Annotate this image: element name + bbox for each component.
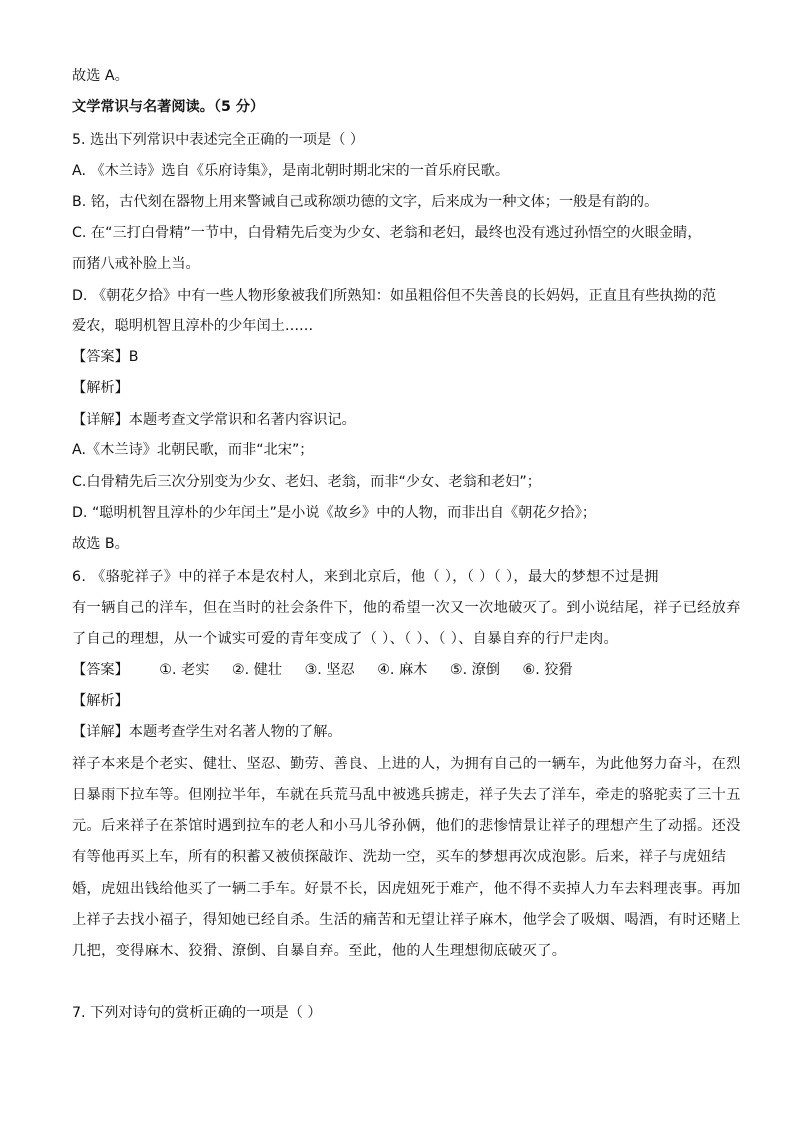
answer-6-item: ⑥. 狡猾 — [522, 662, 573, 678]
answer-6 — [72, 660, 732, 680]
answer-6-label: 【答案】 — [72, 662, 129, 678]
option-d: D. 《朝花夕拾》中有一些人物形象被我们所熟知：如虽粗俗但不失善良的长妈妈，正直且有些执拗的范 — [72, 288, 717, 304]
question-6-line-3: 了自己的理想，从一个诚实可爱的青年变成了（ ）、（ ）、（ ）、自暴自弃的行尸走肉。 — [72, 631, 619, 647]
answer-6-item: ③. 坚忍 — [304, 662, 355, 678]
option-d-cont: 爱农，聪明机智且淳朴的少年闰土…… — [72, 318, 314, 334]
answer-6-item: ④. 麻木 — [377, 662, 428, 678]
detail-5-c: C.白骨精先后三次分别变为少女、老妇、老翁，而非“少女、老翁和老妇”； — [72, 474, 541, 490]
question-6-line-1: 6. 《骆驼祥子》中的祥子本是农村人，来到北京后，他（ ），（ ）（ ），最大的梦想不过是拥 — [72, 569, 659, 585]
line-conclusion-b: 故选 B。 — [72, 536, 129, 552]
question-6-line-2: 有一辆自己的洋车，但在当时的社会条件下，他的希望一次又一次地破灭了。到小说结尾，祥子已经放弃 — [72, 600, 741, 616]
option-b: B. 铭，古代刻在器物上用来警诫自己或称颂功德的文字，后来成为一种文体；一般是有韵的。 — [72, 194, 659, 210]
answer-5: 【答案】B — [72, 349, 139, 365]
section-heading: 文学常识与名著阅读。（5 分） — [72, 99, 265, 115]
answer-6-item: ②. 健壮 — [231, 662, 283, 678]
line-conclusion-a: 故选 A。 — [72, 68, 129, 84]
detail-6-para-5: 婚，虎妞出钱给他买了一辆二手车。好景不长，因虎妞死于难产，他不得不卖掉人力车去料理丧事。再加 — [72, 881, 741, 897]
detail-5-d: D. “聪明机智且淳朴的少年闰土”是小说《故乡》中的人物，而非出自《朝花夕拾》； — [72, 505, 597, 521]
detail-6-para-6: 上祥子去找小福子，得知她已经自杀。生活的痛苦和无望让祥子麻木，他学会了吸烟、喝酒，有时还赌上 — [72, 912, 741, 928]
detail-6: 【详解】本题考查学生对名著人物的了解。 — [72, 724, 342, 740]
analysis-label-5: 【解析】 — [72, 380, 129, 396]
answer-6-item: ⑤. 潦倒 — [449, 662, 500, 678]
detail-6-para-1: 祥子本来是个老实、健壮、坚忍、勤劳、善良、上进的人，为拥有自己的一辆车，为此他努力奋斗，在烈 — [72, 756, 741, 772]
detail-5: 【详解】本题考查文学常识和名著内容识记。 — [72, 412, 356, 428]
option-c-cont: 而猪八戒补脸上当。 — [72, 256, 200, 272]
detail-6-para-7: 几把，变得麻木、狡猾、潦倒、自暴自弃。至此，他的人生理想彻底破灭了。 — [72, 943, 567, 959]
detail-6-para-4: 有等他再买上车，所有的积蓄又被侦探敲诈、洗劫一空，买车的梦想再次成泡影。后来，祥子与虎妞结 — [72, 849, 727, 865]
option-a: A. 《木兰诗》选自《乐府诗集》，是南北朝时期北宋的一首乐府民歌。 — [72, 163, 510, 179]
detail-6-para-3: 元。后来祥子在茶馆时遇到拉车的老人和小马儿爷孙俩，他们的悲惨情景让祥子的理想产生了动摇。还没 — [72, 818, 741, 834]
analysis-label-6: 【解析】 — [72, 693, 129, 709]
question-7-stem: 7. 下列对诗句的赏析正确的一项是（ ） — [72, 1005, 322, 1021]
question-5-stem: 5. 选出下列常识中表述完全正确的一项是（ ） — [72, 132, 365, 148]
detail-5-a: A.《木兰诗》北朝民歌，而非“北宋”； — [72, 442, 314, 458]
answer-6-item: ①. 老实 — [159, 662, 210, 678]
option-c: C. 在“三打白骨精”一节中，白骨精先后变为少女、老翁和老妇，最终也没有逃过孙悟空的火眼金睛， — [72, 225, 702, 241]
detail-6-para-2: 日暴雨下拉车等。但刚拉半年，车就在兵荒马乱中被逃兵掳走，祥子失去了洋车，牵走的骆驼卖了三十五 — [72, 787, 741, 803]
